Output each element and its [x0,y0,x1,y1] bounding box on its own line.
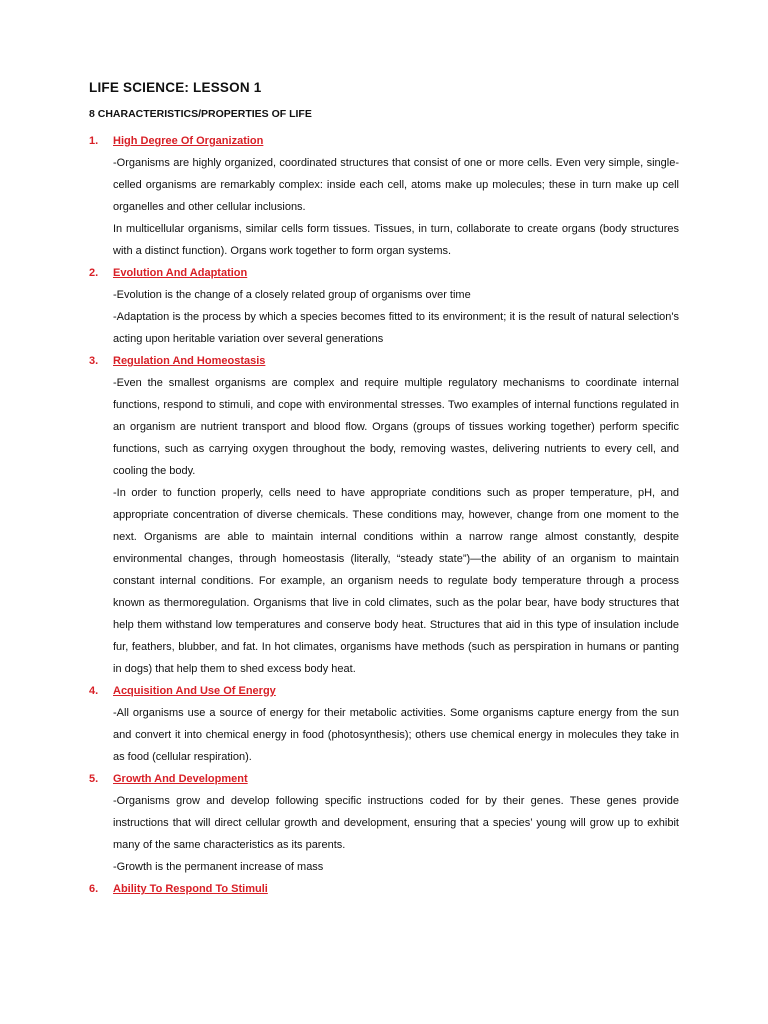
page-subtitle: 8 CHARACTERISTICS/PROPERTIES OF LIFE [89,108,312,120]
item-number: 4. [89,685,99,697]
item-number: 1. [89,135,99,147]
item-number: 3. [89,355,99,367]
item-heading: Ability To Respond To Stimuli [113,883,268,895]
item-paragraph: -Growth is the permanent increase of mass [113,861,324,873]
item-body [113,284,679,350]
item-paragraph: -In order to function properly, cells need to have appropriate conditions such as proper temperature, pH, and appropriate concentration of diverse chemicals. These conditions may, however, change from one moment to the next. Organisms are able to maintain internal conditions within a narrow range almost constantly, despite environmental changes, through homeostasis (literally, “steady state”)—the ability of an organism to maintain constant internal conditions. For example, an organism needs to regulate body temperature through a process known as thermoregulation. Organisms that live in cold climates, such as the polar bear, have body structures that help them withstand low temperatures and conserve body heat. Structures that aid in this type of insulation include fur, feathers, blubber, and fat. In hot climates, organisms have methods (such as perspiration in humans or panting in dogs) that help them to shed excess body heat. [113,487,679,675]
item-paragraph: -Evolution is the change of a closely related group of organisms over time [113,289,471,301]
item-heading-row [89,680,679,702]
list-item [89,262,679,350]
item-heading-row [89,262,679,284]
list-item [89,768,679,878]
item-heading: Acquisition And Use Of Energy [113,685,276,697]
characteristics-list [89,130,679,900]
item-paragraph: -Organisms are highly organized, coordinated structures that consist of one or more cells. Even very simple, single-celled organisms are remarkably complex: inside each cell, atoms make up molecules; these in turn make up cell organelles and other cellular inclusions. [113,157,679,213]
item-body [113,372,679,680]
list-item [89,130,679,262]
item-heading: Growth And Development [113,773,248,785]
item-paragraph: In multicellular organisms, similar cells form tissues. Tissues, in turn, collaborate to create organs (body structures with a distinct function). Organs work together to form organ systems. [113,223,679,257]
item-paragraph: -Adaptation is the process by which a species becomes fitted to its environment; it is the result of natural selection's acting upon heritable variation over several generations [113,311,679,345]
item-number: 2. [89,267,99,279]
item-heading-row [89,768,679,790]
item-body [113,152,679,262]
list-item [89,350,679,680]
item-heading-row [89,350,679,372]
item-paragraph: -All organisms use a source of energy for their metabolic activities. Some organisms capture energy from the sun and convert it into chemical energy in food (photosynthesis); others use chemical energy in molecules they take in as food (cellular respiration). [113,707,679,763]
item-heading: Regulation And Homeostasis [113,355,266,367]
item-number: 5. [89,773,99,785]
item-number: 6. [89,883,99,895]
item-paragraph: -Organisms grow and develop following specific instructions coded for by their genes. These genes provide instructions that will direct cellular growth and development, ensuring that a species’ young will grow up to exhibit many of the same characteristics as its parents. [113,795,679,851]
item-heading: Evolution And Adaptation [113,267,248,279]
list-item [89,878,679,900]
item-heading: High Degree Of Organization [113,135,264,147]
page-title: LIFE SCIENCE: LESSON 1 [89,80,262,95]
item-paragraph: -Even the smallest organisms are complex and require multiple regulatory mechanisms to coordinate internal functions, respond to stimuli, and cope with environmental stresses. Two examples of internal functions regulated in an organism are nutrient transport and blood flow. Organs (groups of tissues working together) perform specific functions, such as carrying oxygen throughout the body, removing wastes, delivering nutrients to every cell, and cooling the body. [113,377,679,477]
list-item [89,680,679,768]
item-heading-row [89,130,679,152]
item-heading-row [89,878,679,900]
item-body [113,790,679,878]
item-body [113,702,679,768]
